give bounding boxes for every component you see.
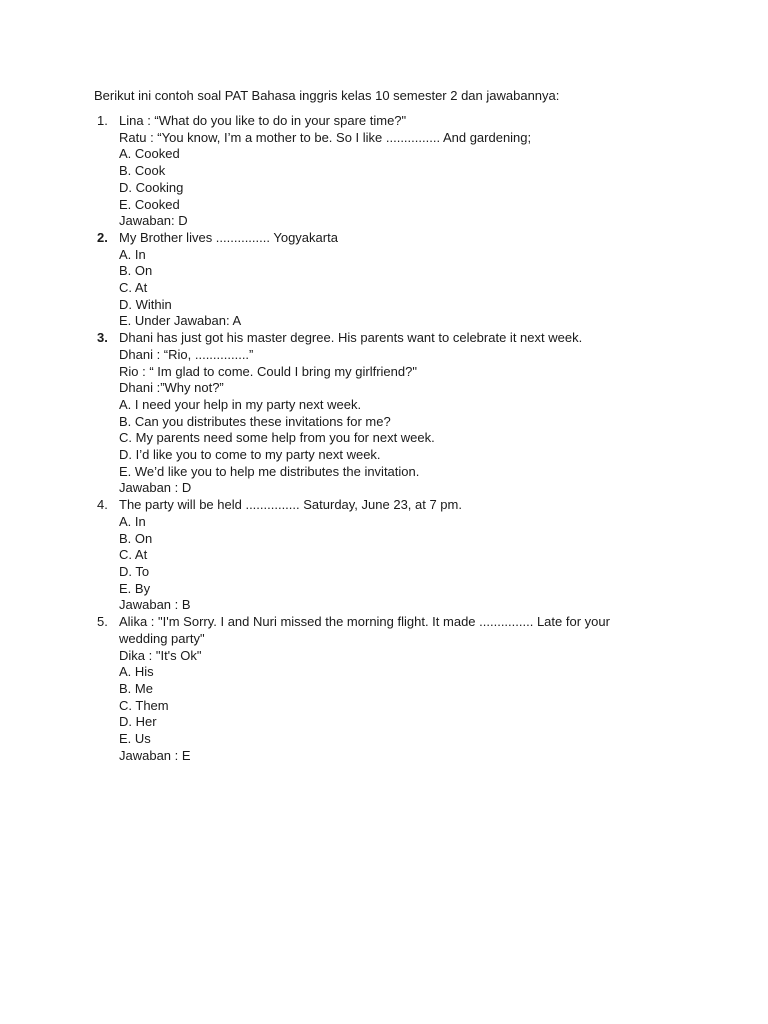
answer-option: E. Cooked — [119, 196, 180, 212]
answer-option: E. Under Jawaban: A — [119, 313, 242, 329]
question-text: Dika : "It's Ok" — [119, 647, 202, 663]
question-text: Dhani :”Why not?” — [119, 380, 224, 396]
question-number: 3. — [97, 330, 108, 346]
question-5 — [94, 614, 714, 764]
question-list — [94, 113, 714, 764]
question-number: 5. — [97, 614, 108, 630]
question-1 — [94, 113, 714, 230]
answer-option: D. I’d like you to come to my party next week. — [119, 447, 381, 463]
answer-option: C. At — [119, 280, 148, 296]
intro-text: Berikut ini contoh soal PAT Bahasa inggris kelas 10 semester 2 dan jawabannya: — [94, 88, 560, 103]
question-text: Lina : “What do you like to do in your spare time?" — [119, 113, 407, 128]
answer-option: E. By — [119, 580, 151, 596]
answer-option: C. At — [119, 547, 148, 563]
question-4 — [94, 497, 714, 614]
question-text: Dhani has just got his master degree. His parents want to celebrate it next week. — [119, 330, 583, 346]
answer-option: A. Cooked — [119, 146, 180, 162]
answer-option: E. Us — [119, 731, 151, 747]
answer-key: Jawaban : D — [119, 480, 192, 496]
question-2 — [94, 230, 714, 330]
answer-option: B. Cook — [119, 163, 166, 179]
answer-option: C. Them — [119, 697, 169, 713]
answer-option: A. I need your help in my party next week. — [119, 396, 362, 412]
question-text: My Brother lives ............... Yogyakarta — [119, 229, 338, 245]
question-number: 4. — [97, 497, 108, 513]
question-text: wedding party" — [119, 630, 205, 646]
answer-key: Jawaban : E — [119, 747, 191, 763]
answer-option: B. On — [119, 263, 153, 279]
answer-option: B. On — [119, 530, 153, 546]
answer-key: Jawaban : B — [119, 597, 191, 613]
question-text: The party will be held ............... Saturday, June 23, at 7 pm. — [119, 497, 462, 513]
answer-option: B. Can you distributes these invitations for me? — [119, 413, 391, 429]
question-number: 2. — [97, 229, 108, 245]
answer-option: A. In — [119, 513, 146, 529]
question-text: Rio : “ Im glad to come. Could I bring my girlfriend?" — [119, 363, 417, 379]
answer-option: D. To — [119, 563, 150, 579]
answer-option: D. Within — [119, 296, 172, 312]
answer-option: D. Her — [119, 714, 157, 730]
question-text: Alika : "I'm Sorry. I and Nuri missed the morning flight. It made ............... Late for your — [119, 614, 610, 630]
question-3 — [94, 330, 714, 497]
answer-option: E. We’d like you to help me distributes the invitation. — [119, 463, 420, 479]
question-text: Dhani : “Rio, ...............” — [119, 346, 254, 362]
answer-option: A. In — [119, 246, 146, 262]
answer-option: A. His — [119, 664, 154, 680]
answer-key: Jawaban: D — [119, 213, 188, 229]
answer-option: C. My parents need some help from you for next week. — [119, 430, 435, 446]
answer-option: B. Me — [119, 680, 153, 696]
question-number: 1. — [97, 113, 108, 128]
answer-option: D. Cooking — [119, 179, 184, 195]
question-text: Ratu : “You know, I’m a mother to be. So I like ............... And gardening; — [119, 129, 532, 145]
